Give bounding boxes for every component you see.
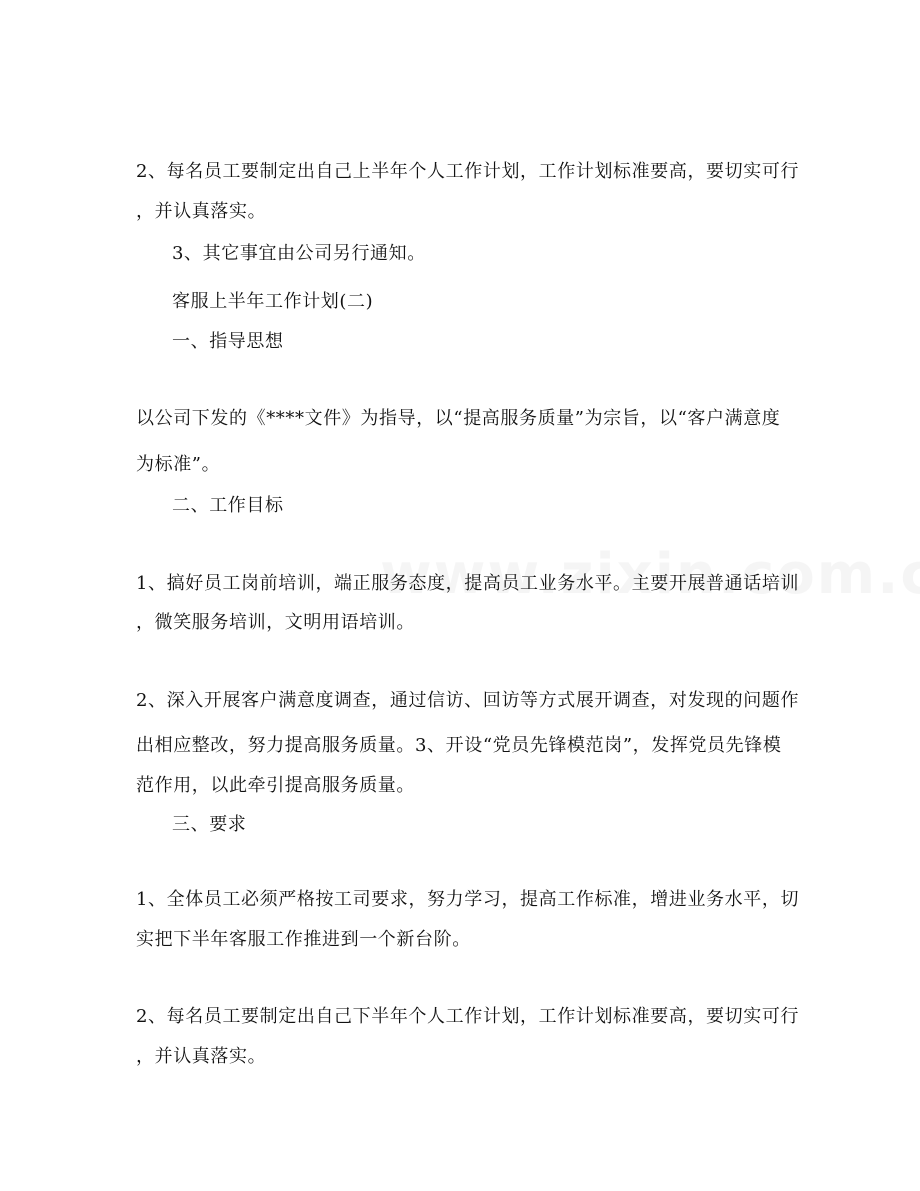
paragraph-line: 以公司下发的《****文件》为指导，以“提高服务质量”为宗旨，以“客户满意度 xyxy=(136,408,781,429)
paragraph-line: 1、搞好员工岗前培训，端正服务态度，提高员工业务水平。主要开展普通话培训 xyxy=(136,573,800,594)
section-heading: 三、要求 xyxy=(172,814,247,835)
paragraph-line: 2、每名员工要制定出自己下半年个人工作计划，工作计划标准要高，要切实可行 xyxy=(136,1006,800,1027)
paragraph-line: 实把下半年客服工作推进到一个新台阶。 xyxy=(136,929,471,950)
section-title: 客服上半年工作计划(二) xyxy=(172,291,374,312)
section-heading: 一、指导思想 xyxy=(172,331,284,352)
paragraph-line: 1、全体员工必须严格按工司要求，努力学习，提高工作标准，增进业务水平，切 xyxy=(136,889,800,910)
paragraph-line: 2、每名员工要制定出自己上半年个人工作计划，工作计划标准要高，要切实可行 xyxy=(136,161,800,182)
paragraph-line: ，并认真落实。 xyxy=(136,201,267,222)
paragraph-line: 范作用，以此牵引提高服务质量。 xyxy=(136,775,415,796)
paragraph-line: 2、深入开展客户满意度调查，通过信访、回访等方式展开调查，对发现的问题作 xyxy=(136,690,800,711)
paragraph-line: 3、其它事宜由公司另行通知。 xyxy=(172,243,426,264)
section-heading: 二、工作目标 xyxy=(172,495,284,516)
paragraph-line: 出相应整改，努力提高服务质量。3、开设“党员先锋模范岗”，发挥党员先锋模 xyxy=(136,735,782,756)
paragraph-line: ，并认真落实。 xyxy=(136,1046,267,1067)
paragraph-line: ，微笑服务培训，文明用语培训。 xyxy=(136,612,415,633)
paragraph-line: 为标准”。 xyxy=(136,454,221,475)
